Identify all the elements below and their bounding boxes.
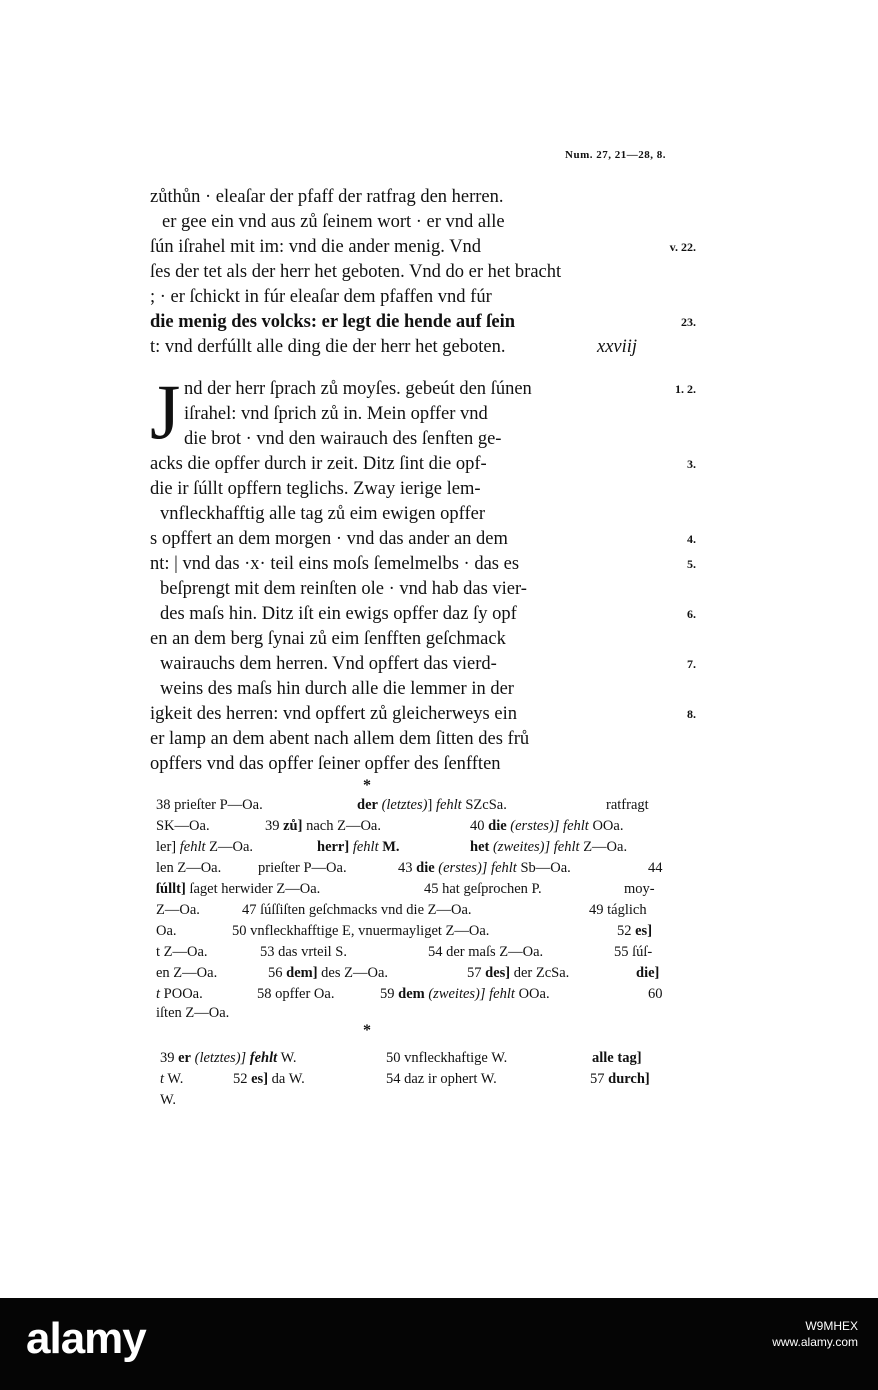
verse-number: 4. <box>687 532 696 546</box>
chapter-line: nt: | vnd das ·x· teil eins moſs ſemelmelbs · das es <box>150 554 520 574</box>
note-entry: 52 es] da W. <box>233 1071 305 1087</box>
note-entry: 45 hat geſprochen P. <box>424 881 542 897</box>
verse-number: 8. <box>687 707 696 721</box>
text-line: ſes der tet als der herr het geboten. Vnd do er het bracht <box>150 262 562 282</box>
separator-star: * <box>363 777 371 794</box>
chapter-line: iſrahel: vnd ſprich zů in. Mein opffer vnd <box>184 404 488 424</box>
chapter-line: opffers vnd das opffer ſeiner opffer des ſenfften <box>150 754 501 774</box>
note-entry: en Z—Oa. <box>156 965 218 981</box>
note-entry: 38 prieſter P—Oa. <box>156 797 263 813</box>
note-entry: t Z—Oa. <box>156 944 208 960</box>
note-entry: t POOa. <box>156 986 203 1002</box>
note-entry: SK—Oa. <box>156 818 210 834</box>
note-entry: prieſter P—Oa. <box>258 860 347 876</box>
chapter-line: igkeit des herren: vnd opffert zů gleicherweys ein <box>150 704 517 724</box>
chapter-line: beſprengt mit dem reinſten ole · vnd hab das vier- <box>160 579 527 599</box>
running-header: Num. 27, 21—28, 8. <box>565 149 666 161</box>
note-entry: 53 das vrteil S. <box>260 944 347 960</box>
note-entry: 50 vnfleckhaftige W. <box>386 1050 508 1066</box>
verse-number: 7. <box>687 657 696 671</box>
note-entry: het (zweites)] fehlt Z—Oa. <box>470 839 628 855</box>
site-url: www.alamy.com <box>772 1335 858 1349</box>
drop-capital: J <box>150 368 181 455</box>
watermark-bar <box>0 1298 878 1390</box>
note-entry: 52 es] <box>617 923 653 939</box>
separator-star: * <box>363 1022 371 1039</box>
note-entry: 60 <box>648 986 663 1002</box>
chapter-line: er lamp an dem abent nach allem dem ſitten des frů <box>150 729 530 749</box>
text-line: ſún iſrahel mit im: vnd die ander menig. Vnd <box>150 237 482 257</box>
watermark-logo: alamy <box>26 1314 146 1363</box>
chapter-line: weins des maſs hin durch alle die lemmer in der <box>160 679 514 699</box>
chapter-line: die brot · vnd den wairauch des ſenften ge- <box>184 429 502 449</box>
note-entry: 54 daz ir ophert W. <box>386 1071 497 1087</box>
note-entry: 39 er (letztes)] fehlt W. <box>160 1050 297 1066</box>
chapter-line: des maſs hin. Ditz iſt ein ewigs opffer daz ſy opf <box>160 604 517 624</box>
note-entry: ratfragt <box>606 797 649 813</box>
note-entry: W. <box>160 1092 176 1108</box>
note-entry: 55 ſúſ- <box>614 944 653 960</box>
verse-number: 1. 2. <box>675 382 696 396</box>
text-line: ; · er ſchickt in fúr eleaſar dem pfaffen vnd fúr <box>150 287 492 307</box>
note-entry: 57 des] der ZcSa. <box>467 965 570 981</box>
chapter-line: vnfleckhafftig alle tag zů eim ewigen opffer <box>160 504 485 524</box>
note-entry: 40 die (erstes)] fehlt OOa. <box>470 818 624 834</box>
note-entry: Oa. <box>156 923 177 939</box>
text-line: zůthůn · eleaſar der pfaff der ratfrag den herren. <box>150 187 504 207</box>
chapter-line: die ir ſúllt opffern teglichs. Zway ierige lem- <box>150 479 481 499</box>
image-id: W9MHEX <box>805 1319 858 1333</box>
note-entry: len Z—Oa. <box>156 860 222 876</box>
note-entry: 43 die (erstes)] fehlt Sb—Oa. <box>398 860 571 876</box>
note-entry: 59 dem (zweites)] fehlt OOa. <box>380 986 550 1002</box>
note-entry: der (letztes)] fehlt SZcSa. <box>357 797 507 813</box>
note-entry: die] <box>636 965 660 981</box>
note-entry: herr] fehlt M. <box>317 839 400 855</box>
note-entry: 44 <box>648 860 663 876</box>
note-entry: 54 der maſs Z—Oa. <box>428 944 544 960</box>
note-entry: moy- <box>624 881 655 897</box>
verse-number: 23. <box>681 315 696 329</box>
watermark-code <box>772 1318 858 1350</box>
chapter-number: xxviij <box>597 337 638 357</box>
verse-number: 3. <box>687 457 696 471</box>
chapter-line: nd der herr ſprach zů moyſes. gebeút den ſúnen <box>184 379 532 399</box>
note-entry: Z—Oa. <box>156 902 200 918</box>
verse-number: 5. <box>687 557 696 571</box>
note-entry: iſten Z—Oa. <box>156 1005 230 1021</box>
note-entry: alle tag] <box>592 1050 642 1066</box>
note-entry: t W. <box>160 1071 184 1087</box>
chapter-line: wairauchs dem herren. Vnd opffert das vierd- <box>160 654 497 674</box>
verse-number: v. 22. <box>669 240 696 254</box>
text-line: er gee ein vnd aus zů ſeinem wort · er vnd alle <box>162 212 505 232</box>
chapter-line: acks die opffer durch ir zeit. Ditz ſint die opf- <box>150 454 487 474</box>
chapter-line: s opffert an dem morgen · vnd das ander an dem <box>150 529 508 549</box>
text-line: t: vnd derfúllt alle ding die der herr het geboten. <box>150 337 506 357</box>
text-line: die menig des volcks: er legt die hende auf ſein <box>150 312 516 332</box>
note-entry: 47 ſúſſiſten geſchmacks vnd die Z—Oa. <box>242 902 472 918</box>
note-entry: 50 vnfleckhafftige E, vnuermayliget Z—Oa. <box>232 923 490 939</box>
note-entry: 56 dem] des Z—Oa. <box>268 965 389 981</box>
note-entry: 39 zů] nach Z—Oa. <box>265 818 381 834</box>
chapter-line: en an dem berg ſynai zů eim ſenfften geſchmack <box>150 629 506 649</box>
note-entry: ſúllt] ſaget herwider Z—Oa. <box>156 881 321 897</box>
note-entry: ler] fehlt Z—Oa. <box>156 839 254 855</box>
note-entry: 57 durch] <box>590 1071 650 1087</box>
note-entry: 49 táglich <box>589 902 647 918</box>
verse-number: 6. <box>687 607 696 621</box>
note-entry: 58 opffer Oa. <box>257 986 335 1002</box>
